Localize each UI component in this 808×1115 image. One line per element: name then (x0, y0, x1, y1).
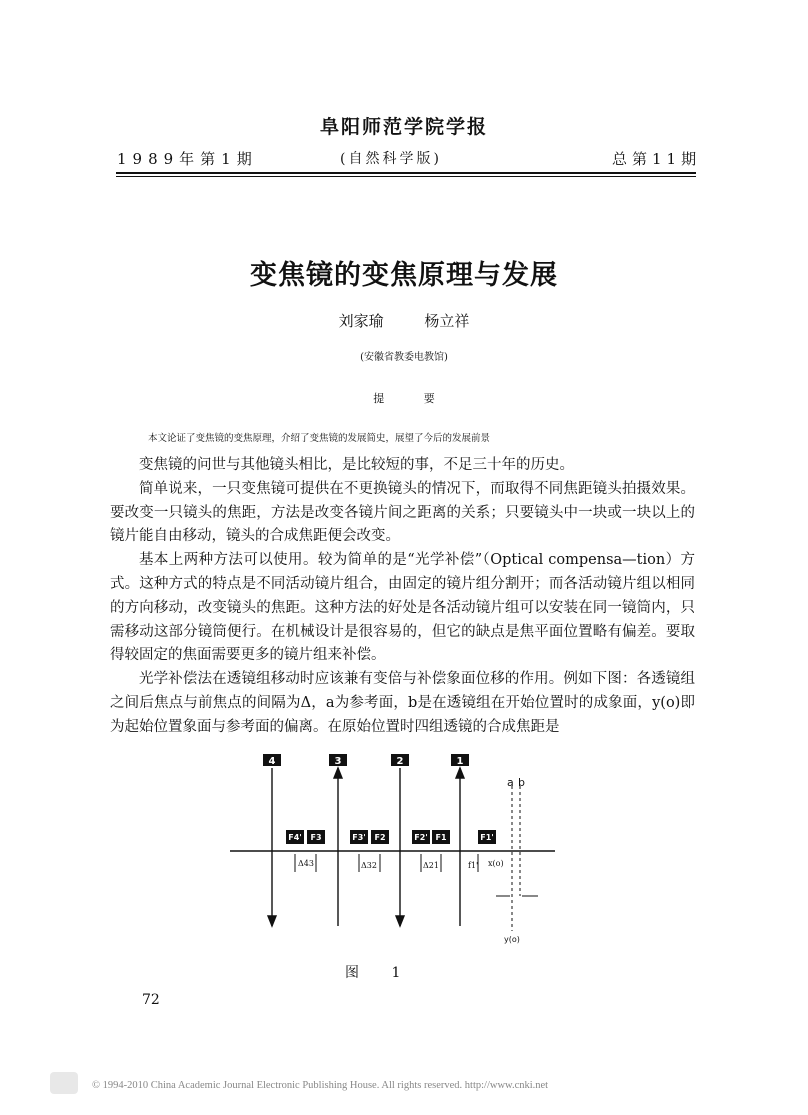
cnki-logo-icon (50, 1072, 78, 1094)
author-2: 杨立祥 (424, 312, 470, 330)
lens-2-arrow (396, 916, 404, 926)
lens-diagram-svg (220, 746, 560, 946)
lens-3-arrow (334, 768, 342, 778)
body-text (110, 454, 695, 740)
header-rule-thin (116, 176, 696, 177)
focus-label-f3: F3 (310, 833, 322, 842)
affiliation: (安徽省教委电教馆) (360, 352, 448, 363)
focus-label-f1p: F1' (480, 833, 494, 842)
abstract-heading-char-2: 要 (423, 392, 435, 405)
paragraph-3: 基本上两种方法可以使用。较为简单的是“光学补偿”（Optical compensa—tion）方式。这种方式的特点是不同活动镜片组合，由固定的镜片组分割开；而各活动镜片组以相同的方向移动，改变镜头的焦距。这种方法的好处是各活动镜片组可以安装在同一镜筒内，只需移动这部分镜筒便行。在机械设计是很容易的，但它的缺点是焦平面位置略有偏差。要取得较固定的焦面需要更多的镜片组来补偿。 (110, 552, 695, 664)
focus-label-f4p: F4' (288, 833, 302, 842)
abstract-heading (0, 390, 808, 406)
gap-43-label: Δ43 (298, 859, 314, 868)
focus-label-f2p: F2' (414, 833, 428, 842)
lens-3-label: 3 (334, 756, 342, 767)
paragraph-1: 变焦镜的问世与其他镜头相比，是比较短的事，不足三十年的历史。 (139, 457, 574, 473)
lens-2-label: 2 (396, 756, 404, 767)
paragraph-4: 光学补偿法在透镜组移动时应该兼有变倍与补偿象面位移的作用。例如下图：各透镜组之间后焦点与前焦点的间隔为Δ，a为参考面，b是在透镜组在开始位置时的成象面，y(o)即为起始位置象面与参考面的偏离。在原始位置时四组透镜的合成焦距是 (110, 671, 695, 735)
journal-title: 阜阳师范学院学报 (319, 116, 488, 138)
gap-x0-label: x(o) (488, 859, 504, 868)
lens-1-arrow (456, 768, 464, 778)
plane-a-label: a (507, 776, 514, 789)
gap-21-label: Δ21 (423, 861, 439, 870)
abstract-heading-char-1: 提 (373, 392, 385, 405)
plane-b-label: b (518, 776, 525, 789)
article-title: 变焦镜的变焦原理与发展 (250, 260, 558, 291)
issue-number: 1989年第1期 (117, 150, 258, 168)
lens-4-arrow (268, 916, 276, 926)
gap-f1-label: f1' (468, 861, 479, 870)
gap-32-label: Δ32 (361, 861, 377, 870)
y0-label: y(o) (504, 935, 520, 944)
paragraph-2: 简单说来，一只变焦镜可提供在不更换镜头的情况下，而取得不同焦距镜头拍摄效果。要改变一只镜头的焦距，方法是改变各镜片间之距离的关系；只要镜头中一块或一块以上的镜片能自由移动，镜头的合成焦距便会改变。 (110, 480, 695, 545)
lens-1-label: 1 (456, 756, 464, 767)
total-issue: 总第11期 (612, 150, 702, 168)
focus-label-f2: F2 (374, 833, 386, 842)
copyright-footer: © 1994-2010 China Academic Journal Electronic Publishing House. All rights reserved. http://www.cnki.net (92, 1080, 549, 1091)
page-number: 72 (142, 992, 160, 1008)
authors (0, 310, 808, 331)
author-1: 刘家瑜 (338, 312, 384, 330)
figure-caption: 图 1 (345, 965, 415, 981)
lens-diagram (220, 746, 560, 946)
edition-label: (自然科学版) (340, 151, 442, 167)
abstract-text: 本文论证了变焦镜的变焦原理，介绍了变焦镜的发展简史，展望了今后的发展前景 (148, 433, 491, 444)
focus-label-f1: F1 (435, 833, 447, 842)
header-rule (116, 172, 696, 174)
focus-label-f3p: F3' (352, 833, 366, 842)
lens-4-label: 4 (268, 756, 276, 767)
